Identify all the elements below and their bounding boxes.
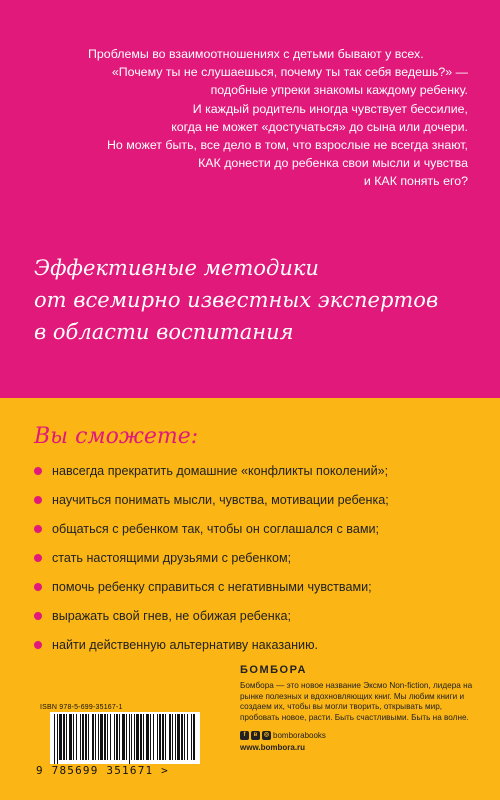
bullet-dot-icon <box>34 467 42 475</box>
list-item-text: научиться понимать мысли, чувства, мотивации ребенка; <box>52 493 389 507</box>
bullet-dot-icon <box>34 496 42 504</box>
bullet-dot-icon <box>34 554 42 562</box>
intro-line: и КАК понять его? <box>363 174 468 189</box>
intro-line: когда не может «достучаться» до сына или дочери. <box>171 119 468 134</box>
bullet-dot-icon <box>34 612 42 620</box>
social-links <box>240 731 480 740</box>
list-item <box>34 462 389 491</box>
instagram-icon[interactable]: ◎ <box>263 732 270 739</box>
barcode <box>50 712 200 764</box>
publisher-logo: БОМБОРА <box>240 664 307 676</box>
intro-line: Но может быть, все дело в том, что взрослые не всегда знают, <box>106 138 468 153</box>
list-item-text: стать настоящими друзьями с ребенком; <box>52 551 292 565</box>
bullet-dot-icon <box>34 641 42 649</box>
list-item <box>34 549 389 578</box>
intro-line: И каждый родитель иногда чувствует бессилие, <box>192 101 468 116</box>
website-link[interactable]: www.bombora.ru <box>240 743 306 753</box>
intro-line: Проблемы во взаимоотношениях с детьми бывают у всех. <box>88 47 424 61</box>
facebook-icon[interactable]: f <box>240 731 249 740</box>
isbn-label: ISBN 978-5-699-35167-1 <box>40 704 123 711</box>
headline-line: от всемирно известных экспертов <box>34 288 439 312</box>
bullet-dot-icon <box>34 525 42 533</box>
vk-icon[interactable]: в <box>251 731 260 740</box>
list-item-text: навсегда прекратить домашние «конфликты поколений»; <box>52 464 389 478</box>
headline-line: в области воспитания <box>34 320 294 344</box>
bullet-dot-icon <box>34 583 42 591</box>
intro-line: КАК донести до ребенка свои мысли и чувства <box>198 156 468 171</box>
list-item <box>34 491 389 520</box>
list-item <box>34 607 389 636</box>
intro-line: подобные упреки знакомы каждому ребенку. <box>210 83 468 98</box>
barcode-number: 9 785699 351671 > <box>36 764 169 777</box>
benefits-title: Вы сможете: <box>34 424 199 449</box>
list-item-text: выражать свой гнев, не обижая ребенка; <box>52 609 291 623</box>
publisher-block <box>240 664 480 752</box>
list-item <box>34 520 389 549</box>
headline-line: Эффективные методики <box>34 256 319 280</box>
intro-line: «Почему ты не слушаешься, почему ты так себя ведешь?» — <box>111 65 468 80</box>
social-handle: bomborabooks <box>273 731 326 741</box>
list-item-text: общаться с ребенком так, чтобы он соглашался с вами; <box>52 522 380 536</box>
publisher-description: Бомбора — это новое название Эксмо Non-fiction, лидера на рынке полезных и вдохновляющих книг. Мы любим книги и создаем их, чтобы вы могли творить, открывать мир, пробовать новое, расти. Быть счастливыми. Быть на волне. <box>240 681 473 722</box>
list-item-text: помочь ребенку справиться с негативными чувствами; <box>52 580 372 594</box>
list-item-text: найти действенную альтернативу наказанию. <box>52 638 319 652</box>
intro-text <box>40 45 468 191</box>
headline <box>34 252 438 348</box>
benefits-list <box>34 462 389 665</box>
list-item <box>34 636 389 665</box>
barcode-bars-icon <box>50 712 200 764</box>
list-item <box>34 578 389 607</box>
